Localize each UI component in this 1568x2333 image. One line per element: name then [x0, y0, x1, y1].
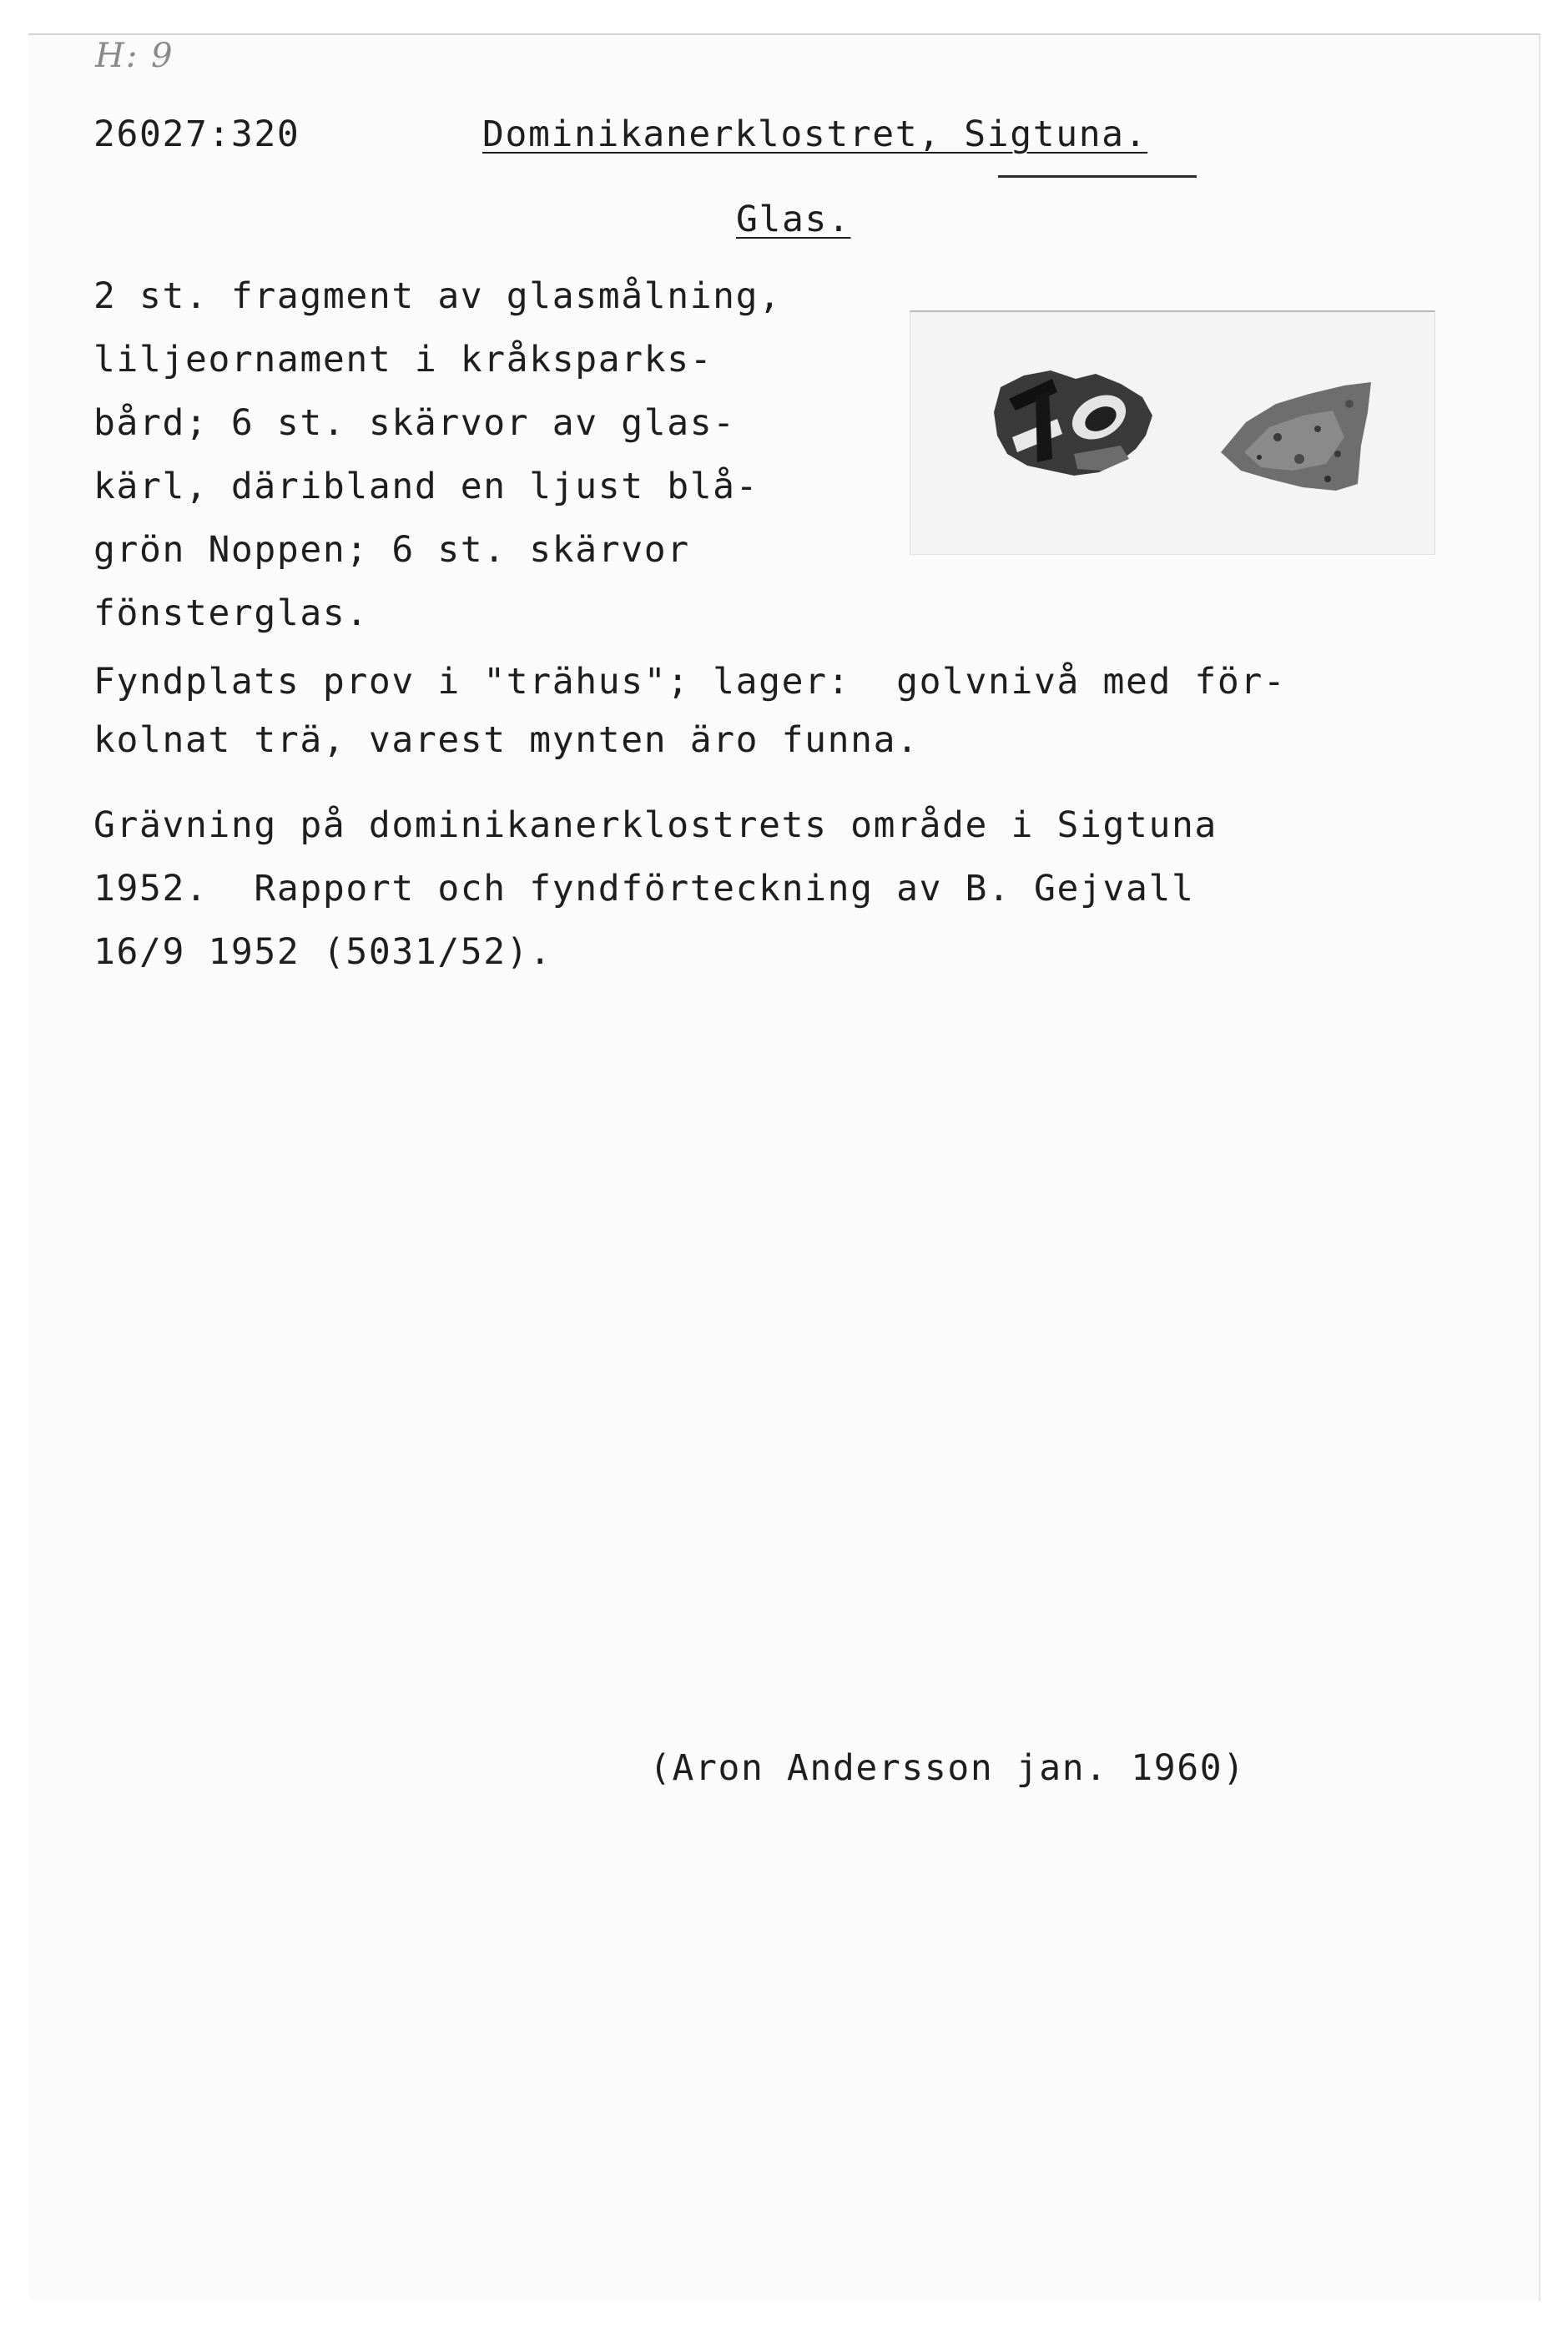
- description-line: fönsterglas.: [93, 592, 369, 634]
- description-line: liljeornament i kråksparks-: [93, 339, 713, 380]
- excavation-line: 16/9 1952 (5031/52).: [93, 931, 552, 973]
- description-line: 2 st. fragment av glasmålning,: [93, 275, 782, 317]
- heading-double-rule: [998, 175, 1197, 178]
- painted-glass-fragment: [994, 370, 1152, 476]
- fragment-photograph: [910, 310, 1435, 555]
- signature: (Aron Andersson jan. 1960): [649, 1747, 1246, 1789]
- description-line: bård; 6 st. skärvor av glas-: [93, 402, 736, 444]
- vessel-shard-fragment: [1221, 382, 1371, 491]
- excavation-line: Grävning på dominikanerklostrets område i Sigtuna: [93, 804, 1218, 846]
- card-subheading: Glas.: [736, 199, 851, 240]
- find-place-line: Fyndplats prov i "trähus"; lager: golvnivå med för-: [93, 661, 1287, 703]
- catalog-number: 26027:320: [93, 113, 300, 155]
- excavation-line: 1952. Rapport och fyndförteckning av B. Gejvall: [93, 868, 1195, 910]
- description-line: kärl, däribland en ljust blå-: [93, 466, 759, 507]
- glass-fragments-image: [910, 312, 1434, 554]
- card-heading: Dominikanerklostret, Sigtuna.: [482, 113, 1148, 155]
- description-line: grön Noppen; 6 st. skärvor: [93, 529, 690, 571]
- find-place-line: kolnat trä, varest mynten äro funna.: [93, 719, 920, 761]
- handwritten-mark: H: 9: [95, 37, 174, 75]
